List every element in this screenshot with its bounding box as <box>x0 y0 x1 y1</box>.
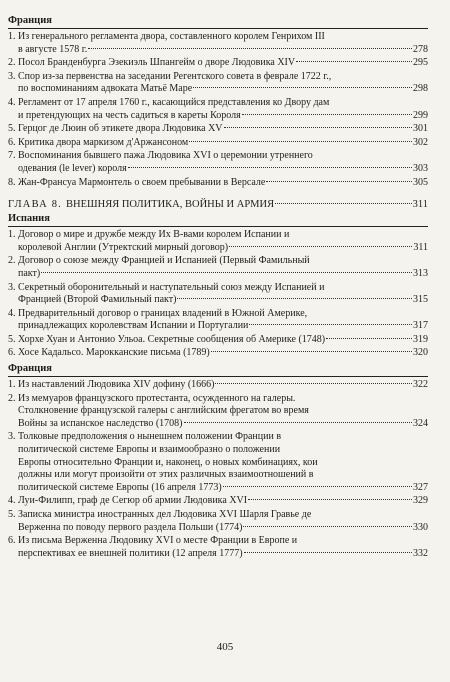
section-heading: Испания <box>8 212 428 227</box>
leader-dots <box>211 350 412 352</box>
leader-dots <box>223 485 412 487</box>
entry-page: 320 <box>413 347 428 359</box>
leader-dots <box>41 271 412 273</box>
entry-page: 324 <box>413 417 428 429</box>
entry-text-wrap <box>18 469 428 482</box>
leader-dots <box>248 498 412 500</box>
entry-line <box>8 495 428 508</box>
entry-line <box>8 110 428 123</box>
toc-part-court <box>8 14 428 189</box>
toc-entry <box>8 347 428 360</box>
table-of-contents <box>8 12 428 561</box>
entry-text-wrap <box>18 522 428 535</box>
chapter-title: ВНЕШНЯЯ ПОЛИТИКА, ВОЙНЫ И АРМИЯ <box>66 199 275 211</box>
entry-line <box>8 509 428 522</box>
leader-dots <box>243 525 412 527</box>
leader-dots <box>275 202 412 204</box>
entry-line <box>8 31 428 44</box>
section-heading: Франция <box>8 14 428 29</box>
leader-dots <box>215 382 412 384</box>
entry-number: 3. <box>8 431 16 443</box>
entry-line <box>8 83 428 96</box>
toc-entry <box>8 97 428 122</box>
entry-title: Толковые предположения о нынешнем положении Франции в <box>18 431 282 443</box>
leader-dots <box>242 113 412 115</box>
toc-entry <box>8 57 428 70</box>
entry-number: 2. <box>8 255 16 267</box>
entry-page: 311 <box>413 241 428 253</box>
entry-text-wrap <box>18 137 428 150</box>
entry-text-wrap <box>18 431 428 444</box>
entry-title: Договор о союзе между Францией и Испанией (Первый Фамильный <box>18 255 310 267</box>
entry-title: Договор о мире и дружбе между Их В-вами королем Испании и <box>18 229 290 241</box>
entry-line <box>8 418 428 431</box>
entry-title: Столкновение французской галеры с английским фрегатом во время <box>18 405 309 417</box>
section-heading: Франция <box>8 362 428 377</box>
entry-page: 313 <box>413 267 428 279</box>
entry-text-wrap <box>18 393 428 406</box>
entry-number: 1. <box>8 229 16 241</box>
entry-text-wrap <box>18 177 428 190</box>
entry-text-wrap <box>18 379 428 392</box>
entry-text-wrap <box>18 83 428 96</box>
toc-entry <box>8 308 428 333</box>
entry-number: 6. <box>8 535 16 547</box>
toc-entry <box>8 535 428 560</box>
leader-dots <box>177 297 412 299</box>
toc-entry <box>8 255 428 280</box>
entry-title: Записка министра иностранных дел Людовика XVI Шарля Гравье де <box>18 509 312 520</box>
entry-line <box>8 405 428 418</box>
entry-line <box>8 444 428 457</box>
page-number: 405 <box>216 641 234 653</box>
entry-number: 6. <box>8 136 16 148</box>
entry-line <box>8 44 428 57</box>
entry-title: Войны за испанское наследство (1708) <box>18 417 183 429</box>
entry-number: 4. <box>8 307 16 319</box>
entry-number: 6. <box>8 347 16 359</box>
entry-number: 4. <box>8 96 16 108</box>
entry-title: в августе 1578 г. <box>18 43 88 55</box>
entry-line <box>8 320 428 333</box>
entry-page: 302 <box>413 136 428 148</box>
entry-number: 3. <box>8 281 16 293</box>
entry-text-wrap <box>18 150 428 163</box>
entry-line <box>8 334 428 347</box>
entry-title: по воспоминаниям адвоката Матьё Марe <box>18 83 193 95</box>
leader-dots <box>128 166 412 168</box>
toc-entry <box>8 379 428 392</box>
entry-text-wrap <box>18 31 428 44</box>
entry-text-wrap <box>18 405 428 418</box>
entry-page: 298 <box>413 83 428 95</box>
chapter-heading <box>8 198 428 212</box>
entry-title: Регламент от 17 апреля 1760 г., касающийся представления ко Двору дам <box>18 96 330 108</box>
entry-text-wrap <box>18 548 428 561</box>
entry-page: 330 <box>413 521 428 533</box>
leader-dots <box>193 86 412 88</box>
entry-text-wrap <box>18 418 428 431</box>
leader-dots <box>229 245 412 247</box>
entry-text-wrap <box>18 57 428 70</box>
entry-title: одевания (le lever) короля <box>18 162 127 174</box>
entry-line <box>8 482 428 495</box>
entry-title: принадлежащих королевствам Испании и Португалии <box>18 320 249 332</box>
entry-text-wrap <box>18 294 428 307</box>
toc-entry <box>8 229 428 254</box>
leader-dots <box>184 421 413 423</box>
toc-entry <box>8 177 428 190</box>
entry-number: 5. <box>8 333 16 345</box>
toc-entry <box>8 495 428 508</box>
entry-title: политической системе Европы (16 апреля 1773) <box>18 481 222 493</box>
entry-line <box>8 71 428 84</box>
entry-text-wrap <box>18 97 428 110</box>
entry-line <box>8 522 428 535</box>
entry-page: 329 <box>413 495 428 507</box>
leader-dots <box>189 140 412 142</box>
entry-title: Воспоминания бывшего пажа Людовика XVI о церемонии утреннего <box>18 150 313 162</box>
entry-title: королевой Англии (Утректский мирный договор) <box>18 241 229 253</box>
entry-page: 322 <box>413 379 428 391</box>
entry-title: Герцог де Люин об этикете двора Людовика XV <box>18 123 223 135</box>
toc-entry <box>8 393 428 431</box>
entry-title: Из генерального регламента двора, составленного королем Генрихом III <box>18 31 325 42</box>
entry-line <box>8 97 428 110</box>
entry-text-wrap <box>18 229 428 242</box>
entry-number: 5. <box>8 123 16 135</box>
toc-part-foreign-policy <box>8 212 428 560</box>
entry-line <box>8 379 428 392</box>
toc-entry <box>8 123 428 136</box>
entry-line <box>8 282 428 295</box>
entry-title: Европы относительно Франции и, наконец, о новых комбинациях, кои <box>18 456 318 468</box>
entry-page: 327 <box>413 481 428 493</box>
entry-text-wrap <box>18 509 428 522</box>
entry-title: пакт) <box>18 267 41 279</box>
entry-line <box>8 123 428 136</box>
entry-text-wrap <box>18 242 428 255</box>
entry-line <box>8 457 428 470</box>
toc-entry <box>8 150 428 175</box>
entry-text-wrap <box>18 308 428 321</box>
entry-page: 305 <box>413 176 428 188</box>
entry-text-wrap <box>18 535 428 548</box>
toc-entry <box>8 137 428 150</box>
toc-entry <box>8 282 428 307</box>
entry-line <box>8 268 428 281</box>
entry-page: 301 <box>413 123 428 135</box>
toc-entry <box>8 509 428 534</box>
entry-title: перспективах ее внешней политики (12 апреля 1777) <box>18 547 243 559</box>
entry-title: Из письма Верженна Людовику XVI о месте Франции в Европе и <box>18 535 298 547</box>
entry-title: Из наставлений Людовика XIV дофину (1666) <box>18 379 215 391</box>
entry-text-wrap <box>18 110 428 123</box>
entry-line <box>8 308 428 321</box>
entry-title: Посол Бранденбурга Эзекиэль Шпангейм о дворе Людовика XIV <box>18 57 296 69</box>
entry-line <box>8 57 428 70</box>
entry-line <box>8 163 428 176</box>
entry-title: Секретный оборонительный и наступательный союз между Испанией и <box>18 281 325 293</box>
leader-dots <box>224 126 412 128</box>
entry-line <box>8 535 428 548</box>
toc-entry <box>8 31 428 56</box>
entry-text-wrap <box>18 482 428 495</box>
entry-page: 319 <box>413 333 428 345</box>
entry-text-wrap <box>18 457 428 470</box>
entry-number: 2. <box>8 57 16 69</box>
toc-entry <box>8 334 428 347</box>
toc-entry <box>8 71 428 96</box>
entry-line <box>8 150 428 163</box>
entry-title: должны или могут произойти от этих различных взаимоотношений в <box>18 469 314 481</box>
entry-text-wrap <box>18 71 428 84</box>
entry-line <box>8 548 428 561</box>
entry-line <box>8 137 428 150</box>
entry-text-wrap <box>18 444 428 457</box>
entry-number: 2. <box>8 392 16 404</box>
entry-title: Жан-Франсуа Мармонтель о своем пребывании в Версале <box>18 176 266 188</box>
entry-page: 278 <box>413 43 428 55</box>
entry-title: Критика двора маркизом д'Аржансоном <box>18 136 189 148</box>
entry-title: Хосе Кадальсо. Марокканские письма (1789) <box>18 347 210 359</box>
entry-line <box>8 177 428 190</box>
toc-entry <box>8 431 428 494</box>
entry-line <box>8 229 428 242</box>
entry-line <box>8 242 428 255</box>
entry-number: 4. <box>8 495 16 507</box>
entry-title: Верженна по поводу первого раздела Польши (1774) <box>18 521 243 533</box>
entry-title: Предварительный договор о границах владений в Южной Америке, <box>18 307 308 319</box>
leader-dots <box>244 551 412 553</box>
entry-page: 295 <box>413 57 428 69</box>
entry-page: 317 <box>413 320 428 332</box>
entry-text-wrap <box>18 347 428 360</box>
entry-title: Луи-Филипп, граф де Сегюр об армии Людовика XVI <box>18 495 248 507</box>
chapter-label: ГЛАВА 8. <box>8 199 63 211</box>
entry-text-wrap <box>18 334 428 347</box>
entry-text-wrap <box>18 320 428 333</box>
entry-title: Францией (Второй Фамильный пакт) <box>18 294 177 306</box>
entry-title: и претендующих на честь садиться в кареты Короля <box>18 109 241 121</box>
entry-line <box>8 393 428 406</box>
entry-text-wrap <box>18 495 428 508</box>
entry-number: 5. <box>8 509 16 520</box>
entry-number: 1. <box>8 31 16 42</box>
entry-line <box>8 431 428 444</box>
entry-text-wrap <box>18 44 428 57</box>
entry-line <box>8 469 428 482</box>
entry-page: 332 <box>413 547 428 559</box>
leader-dots <box>266 180 412 182</box>
entry-page: 303 <box>413 162 428 174</box>
entry-line <box>8 255 428 268</box>
entry-number: 8. <box>8 176 16 188</box>
entry-text-wrap <box>18 163 428 176</box>
entry-page: 315 <box>413 294 428 306</box>
leader-dots <box>88 47 412 49</box>
entry-line <box>8 347 428 360</box>
chapter-page: 311 <box>412 199 428 211</box>
entry-line <box>8 294 428 307</box>
entry-text-wrap <box>18 123 428 136</box>
entry-number: 7. <box>8 150 16 162</box>
entry-title: Хорхе Хуан и Антонио Ульоа. Секретные сообщения об Америке (1748) <box>18 333 326 345</box>
entry-number: 3. <box>8 70 16 82</box>
entry-title: Спор из-за первенства на заседании Регентского совета в феврале 1722 г., <box>18 70 332 82</box>
entry-text-wrap <box>18 268 428 281</box>
entry-title: политической системе Европы и взаимообразно о положении <box>18 444 281 456</box>
leader-dots <box>249 323 412 325</box>
leader-dots <box>296 60 412 62</box>
entry-text-wrap <box>18 255 428 268</box>
entry-title: Из мемуаров французского протестанта, осужденного на галеры. <box>18 392 296 404</box>
entry-number: 1. <box>8 379 16 391</box>
entry-text-wrap <box>18 282 428 295</box>
leader-dots <box>326 337 412 339</box>
entry-page: 299 <box>413 109 428 121</box>
